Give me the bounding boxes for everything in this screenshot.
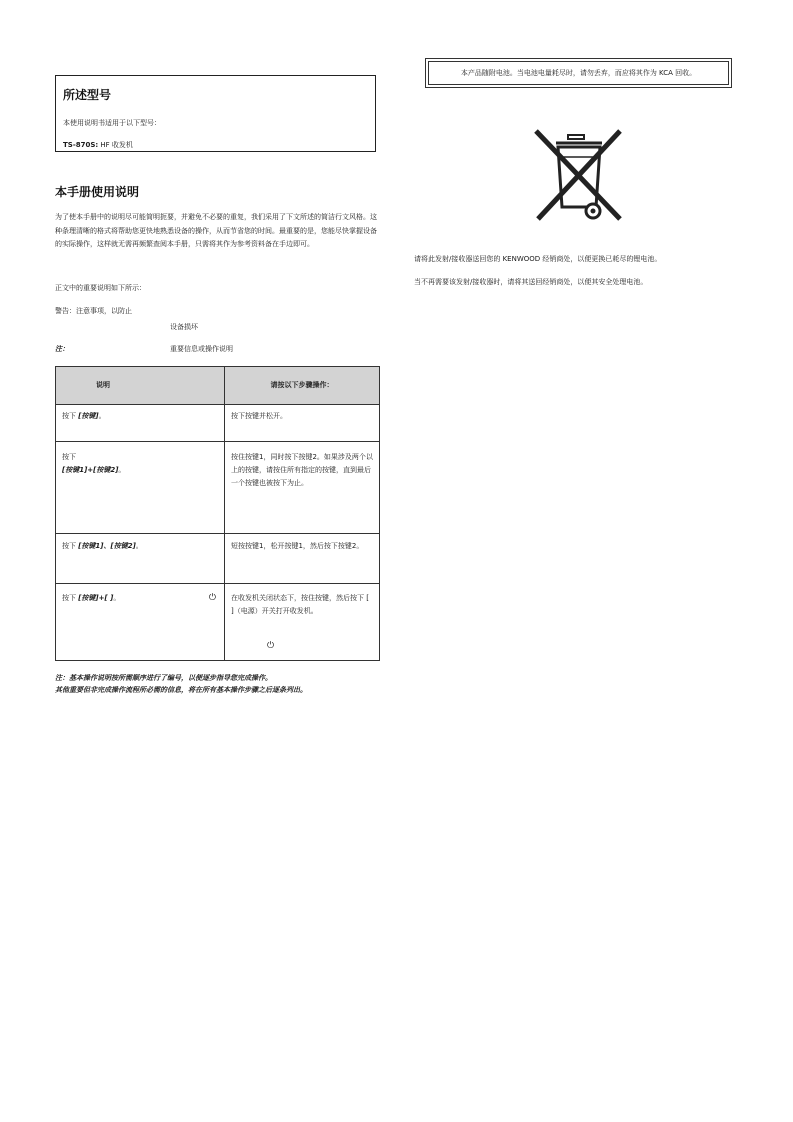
model-name: TS-870S: <box>63 141 99 149</box>
table-cell-steps: 按住按键1，同时按下按键2。如果涉及两个以上的按键，请按住所有指定的按键，直到最后一个按键也被按下为止。 <box>225 442 380 534</box>
table-header-row <box>56 367 380 405</box>
manual-section-title: 本手册使用说明 <box>55 185 140 199</box>
footnote <box>55 672 385 696</box>
manual-paragraph: 为了使本手册中的说明尽可能简明扼要，并避免不必要的重复，我们采用了下文所述的简洁行文风格。这种条理清晰的格式将帮助您更快地熟悉设备的操作，从而节省您的时间。最重要的是，您能尽快掌握设备的实际操作，这样就无需再频繁查阅本手册，只需将其作为参考资料备在手边即可。 <box>55 213 377 248</box>
footnote-line-2: 其他重要但非完成操作流程所必需的信息，将在所有基本操作步骤之后逐条列出。 <box>55 686 307 694</box>
model-desc: HF 收发机 <box>98 141 133 149</box>
table-cell-instruction: 按下 [按键]+[ ]。 ⏻ <box>56 584 225 661</box>
table-cell-steps: 在收发机关闭状态下，按住按键，然后按下 [ ]（电源）开关打开收发机。 ⏻ <box>225 584 380 661</box>
table-header-description: 说明 <box>56 367 225 405</box>
table-row <box>56 584 380 661</box>
table-cell-instruction: 按下 [按键1]+[按键2]。 <box>56 442 225 534</box>
operations-table <box>55 366 380 661</box>
crossed-bin-icon <box>532 127 626 223</box>
table-row <box>56 534 380 584</box>
table-row <box>56 405 380 442</box>
table-cell-instruction: 按下 [按键]。 <box>56 405 225 442</box>
footnote-line-1: 注：基本操作说明按所需顺序进行了编号，以便逐步指导您完成操作。 <box>55 674 272 682</box>
table-header-steps: 请按以下步骤操作： <box>225 367 380 405</box>
battery-notice-box <box>425 58 732 88</box>
model-line <box>63 140 133 151</box>
note-label: 注： <box>55 345 69 353</box>
model-intro: 本使用说明书适用于以下型号： <box>63 119 161 127</box>
warning-label: 警告：注意事项，以防止 <box>55 307 132 315</box>
power-icon: ⏻ <box>208 593 216 603</box>
battery-notice-text: 本产品随附电池。当电池电量耗尽时，请勿丢弃，而应将其作为 KCA 回收。 <box>428 61 729 85</box>
important-intro: 正文中的重要说明如下所示： <box>55 284 146 292</box>
warning-continuation: 设备损坏 <box>170 323 198 331</box>
table-cell-instruction: 按下 [按键1]、[按键2]。 <box>56 534 225 584</box>
table-cell-steps: 短按按键1，松开按键1，然后按下按键2。 <box>225 534 380 584</box>
battery-disposal-paragraph: 当不再需要该发射/接收器时，请将其送回经销商处，以便其安全处理电池。 <box>414 278 648 286</box>
power-icon: ⏻ <box>267 641 275 651</box>
model-section-title: 所述型号 <box>63 88 112 102</box>
table-row <box>56 442 380 534</box>
model-box <box>55 75 376 152</box>
note-text: 重要信息或操作说明 <box>170 345 233 353</box>
battery-return-paragraph: 请将此发射/接收器送回您的 KENWOOD 经销商处，以便更换已耗尽的锂电池。 <box>414 255 662 263</box>
table-cell-steps: 按下按键并松开。 <box>225 405 380 442</box>
